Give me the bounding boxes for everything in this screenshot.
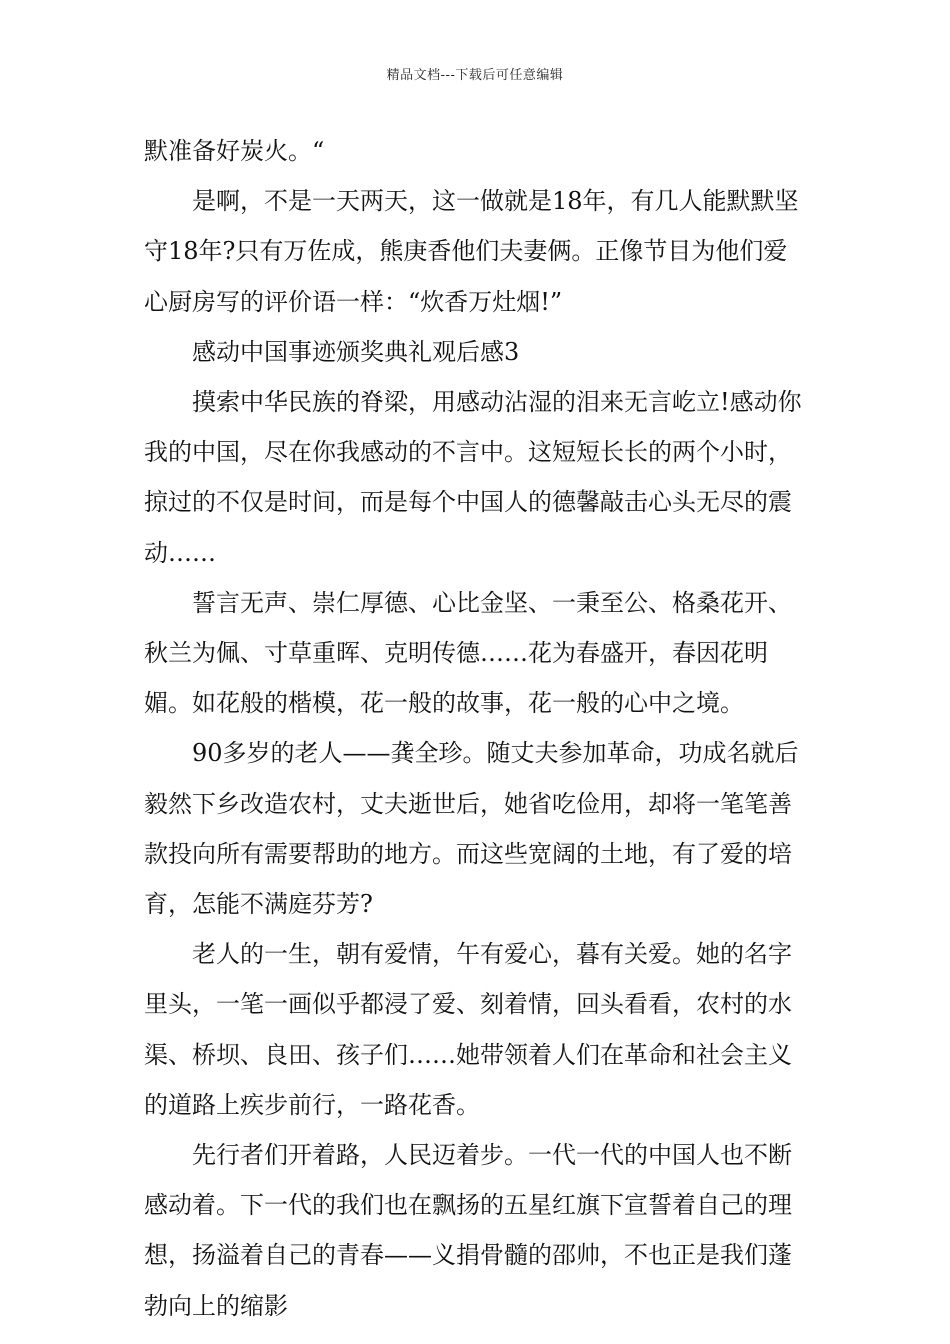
paragraph: 老人的一生，朝有爱情，午有爱心，暮有关爱。她的名字里头，一笔一画似乎都浸了爱、刻着情，回头看看，农村的水渠、桥坝、良田、孩子们……她带领着人们在革命和社会主义的道路上疾步前行，一路花香。: [144, 940, 792, 1119]
paragraph: 先行者们开着路，人民迈着步。一代一代的中国人也不断感动着。下一代的我们也在飘扬的五星红旗下宣誓着自己的理想，扬溢着自己的青春——义捐骨髓的邵帅，不也正是我们蓬勃向上的缩影: [144, 1141, 792, 1320]
paragraph: 90多岁的老人——龚全珍。随丈夫参加革命，功成名就后毅然下乡改造农村，丈夫逝世后，她省吃俭用，却将一笔笔善款投向所有需要帮助的地方。而这些宽阔的土地，有了爱的培育，怎能不满庭芬芳?: [144, 739, 799, 919]
paragraph: 默准备好炭火。“: [144, 137, 325, 165]
page-header: 精品文档---下载后可任意编辑: [386, 68, 564, 83]
paragraph: 是啊，不是一天两天，这一做就是18年，有几人能默默坚守18年?只有万佐成，熊庚香他们夫妻俩。正像节目为他们爱心厨房写的评价语一样：“炊香万灶烟!”: [144, 187, 799, 316]
document-body: [144, 126, 810, 1331]
paragraph: 摸索中华民族的脊梁，用感动沾湿的泪来无言屹立!感动你我的中国，尽在你我感动的不言中。这短短长长的两个小时，掠过的不仅是时间，而是每个中国人的德馨敲击心头无尽的震动……: [144, 388, 802, 567]
section-heading: 感动中国事迹颁奖典礼观后感3: [192, 337, 520, 366]
paragraph: 誓言无声、崇仁厚德、心比金坚、一秉至公、格桑花开、秋兰为佩、寸草重晖、克明传德……花为春盛开，春因花明媚。如花般的楷模，花一般的故事，花一般的心中之境。: [144, 588, 792, 718]
